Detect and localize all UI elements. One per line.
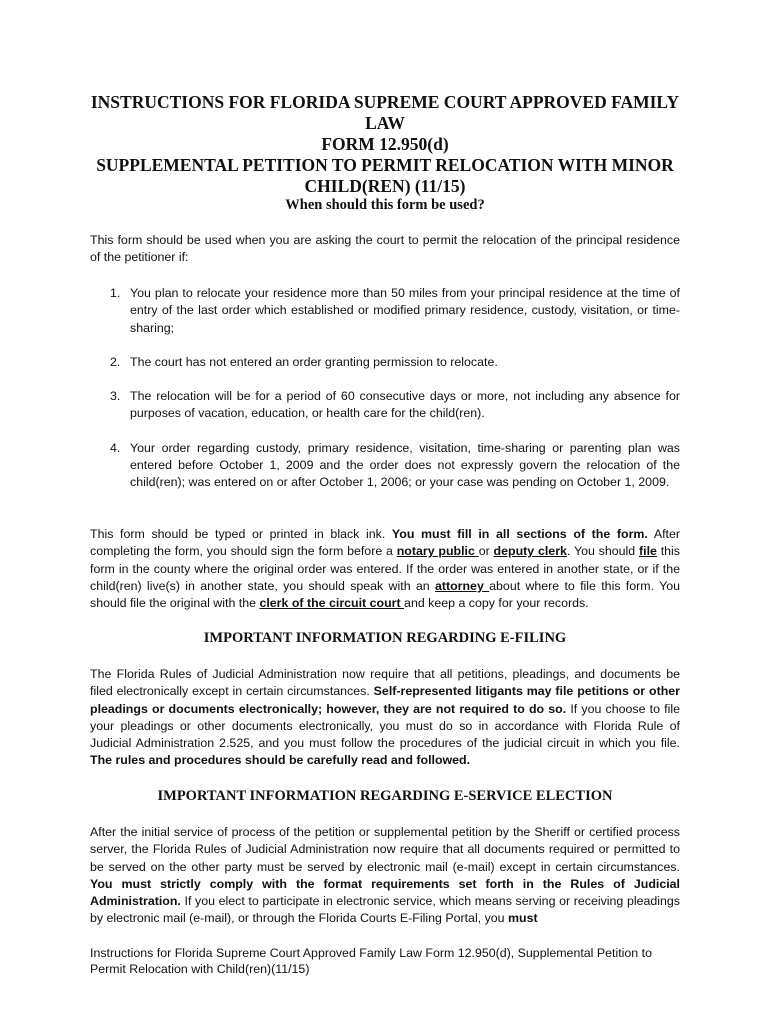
filing-text: . You should	[566, 544, 639, 559]
filing-paragraph	[90, 526, 680, 612]
list-item	[110, 440, 680, 492]
list-number: 1.	[110, 286, 121, 300]
eservice-bold: You must strictly comply with the format requirements set forth in the Rules of Judicial Administration.	[90, 876, 680, 909]
list-text: The court has not entered an order granting permission to relocate.	[130, 354, 498, 369]
list-item	[110, 354, 680, 371]
title-line-3: SUPPLEMENTAL PETITION TO PERMIT RELOCATION WITH MINOR	[96, 155, 674, 175]
footer-line-2: Permit Relocation with Child(ren)(11/15)	[90, 962, 310, 976]
filing-text: and keep a copy for your records.	[404, 596, 589, 611]
eservice-paragraph	[90, 824, 680, 928]
filing-text: or	[478, 544, 494, 559]
eservice-heading: IMPORTANT INFORMATION REGARDING E-SERVICE ELECTION	[157, 788, 613, 804]
efiling-text: If you choose to file your pleadings or other documents electronically, you must do so in accordance with Florida Rule of Judicial Administration 2.525, and you must follow the procedures of the judicial circuit in which you file.	[90, 701, 680, 751]
filing-text: After completing the form, you should sign the form before a	[90, 527, 680, 559]
attorney-term: attorney	[434, 578, 490, 593]
list-number: 2.	[110, 354, 121, 369]
file-term: file	[639, 544, 657, 559]
filing-text: This form should be typed or printed in black ink.	[90, 527, 392, 541]
title-line-1: INSTRUCTIONS FOR FLORIDA SUPREME COURT APPROVED FAMILY LAW	[90, 92, 680, 133]
list-number: 4.	[110, 440, 121, 455]
list-text: Your order regarding custody, primary residence, visitation, time-sharing or parenting plan was entered before October 1, 2009 and the order does not expressly govern the relocation of the child(ren); was entered on or after October 1, 2006; or your case was pending on October 1, 2009.	[130, 440, 680, 490]
eservice-text: If you elect to participate in electronic service, which means serving or receiving pleadings by electronic mail (e-mail), or through the Florida Courts E-Filing Portal, you	[90, 894, 680, 926]
form-title	[70, 92, 700, 197]
footer-line-1: Instructions for Florida Supreme Court Approved Family Law Form 12.950(d), Supplemental Petition to	[90, 946, 652, 960]
when-heading: When should this form be used?	[285, 197, 485, 213]
efiling-heading: IMPORTANT INFORMATION REGARDING E-FILING	[203, 630, 567, 646]
intro-paragraph: This form should be used when you are asking the court to permit the relocation of the principal residence of the petitioner if:	[90, 233, 680, 265]
list-item	[110, 285, 680, 337]
efiling-bold: Self-represented litigants may file petitions or other pleadings or documents electronically; however, they are not required to do so.	[90, 684, 680, 716]
list-text: You plan to relocate your residence more than 50 miles from your principal residence at the time of entry of the last order which established or modified primary residence, custody, visitation, or time-sharing;	[130, 286, 680, 335]
filing-text: about where to file this form. You should file the original with the	[90, 578, 681, 611]
conditions-list	[110, 285, 680, 492]
efiling-bold: The rules and procedures should be carefully read and followed.	[90, 753, 471, 768]
list-number: 3.	[110, 389, 121, 404]
page-footer	[90, 945, 690, 977]
clerk-term: clerk of the circuit court	[259, 596, 405, 611]
deputy-clerk-term: deputy clerk	[493, 544, 567, 559]
eservice-text: After the initial service of process of the petition or supplemental petition by the Sheriff or certified process server, the Florida Rules of Judicial Administration now require that all documents required or permitted to be served on the other party must be served by electronic mail (e-mail) except in certain circumstances.	[90, 825, 680, 874]
efiling-paragraph	[90, 666, 680, 770]
title-line-2: FORM 12.950(d)	[321, 134, 449, 154]
eservice-bold: must	[508, 911, 538, 926]
filing-text: this form in the county where the original order was entered. If the order was entered in another state, or if the child(ren) live(s) in another state, you should speak with an	[90, 544, 680, 593]
title-line-4: CHILD(REN) (11/15)	[304, 176, 466, 196]
filing-bold: You must fill in all sections of the form.	[391, 527, 648, 541]
efiling-text: The Florida Rules of Judicial Administration now require that all petitions, pleadings, and documents be filed electronically except in certain circumstances.	[90, 667, 680, 699]
list-text: The relocation will be for a period of 60 consecutive days or more, not including any absence for purposes of vacation, education, or health care for the child(ren).	[130, 389, 680, 421]
list-item	[110, 388, 680, 423]
notary-public-term: notary public	[396, 544, 479, 559]
